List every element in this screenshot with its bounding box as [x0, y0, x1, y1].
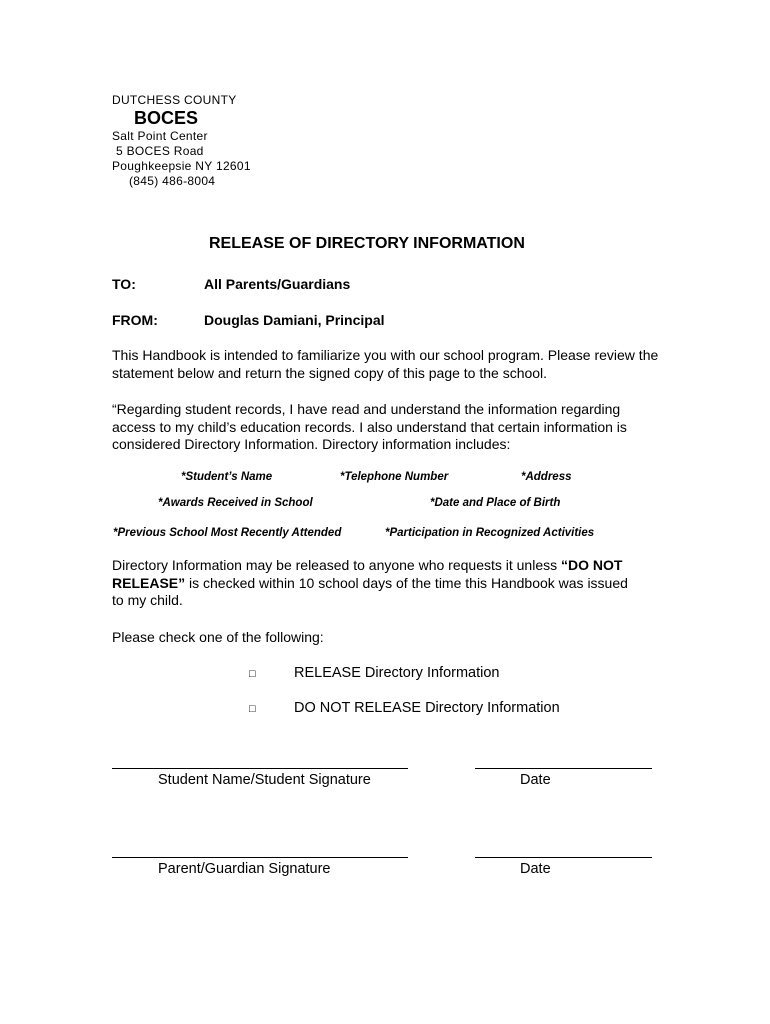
do-not-release-checkbox[interactable]: □: [249, 703, 256, 715]
release-text-start: Directory Information may be released to anyone who requests it unless: [112, 557, 562, 573]
student-signature-line[interactable]: [112, 768, 408, 769]
from-value: Douglas Damiani, Principal: [204, 312, 385, 328]
release-checkbox[interactable]: □: [249, 668, 256, 680]
street-address: 5 BOCES Road: [116, 144, 204, 158]
release-option-label: RELEASE Directory Information: [294, 665, 500, 681]
parent-date-line[interactable]: [475, 857, 652, 858]
item-awards: *Awards Received in School: [158, 497, 313, 509]
center-name: Salt Point Center: [112, 129, 208, 143]
item-activities: *Participation in Recognized Activities: [385, 527, 595, 539]
org-name: BOCES: [134, 108, 199, 128]
item-telephone: *Telephone Number: [340, 471, 449, 483]
document-title: RELEASE OF DIRECTORY INFORMATION: [209, 235, 525, 252]
to-label: TO:: [112, 276, 136, 292]
parent-signature-line[interactable]: [112, 857, 408, 858]
check-prompt: Please check one of the following:: [112, 629, 324, 645]
from-label: FROM:: [112, 312, 158, 328]
item-address: *Address: [521, 471, 572, 483]
student-date-line[interactable]: [475, 768, 652, 769]
intro-paragraph: This Handbook is intended to familiarize you with our school program. Please review the statement below and return the signed copy of this page to the school.: [112, 347, 659, 381]
release-paragraph: [112, 557, 642, 610]
to-value: All Parents/Guardians: [204, 276, 351, 292]
item-student-name: *Student’s Name: [181, 471, 273, 483]
item-birth: *Date and Place of Birth: [430, 497, 561, 509]
phone-number: (845) 486-8004: [129, 174, 216, 188]
student-signature-label: Student Name/Student Signature: [158, 772, 371, 788]
do-not-release-option-label: DO NOT RELEASE Directory Information: [294, 700, 560, 716]
parent-signature-label: Parent/Guardian Signature: [158, 861, 331, 877]
county-name: DUTCHESS COUNTY: [112, 93, 237, 107]
statement-paragraph: “Regarding student records, I have read and understand the information regarding access to my child’s education records. I also understand that certain information is considered Directory Information. Directory information includes:: [112, 401, 627, 452]
city-address: Poughkeepsie NY 12601: [112, 159, 251, 173]
item-previous-school: *Previous School Most Recently Attended: [113, 527, 342, 539]
student-date-label: Date: [520, 772, 551, 788]
parent-date-label: Date: [520, 861, 551, 877]
release-text-end: is checked within 10 school days of the time this Handbook was issued to my child.: [112, 574, 628, 608]
do-not-release-emphasis: “DO NOT RELEASE”: [112, 557, 623, 591]
